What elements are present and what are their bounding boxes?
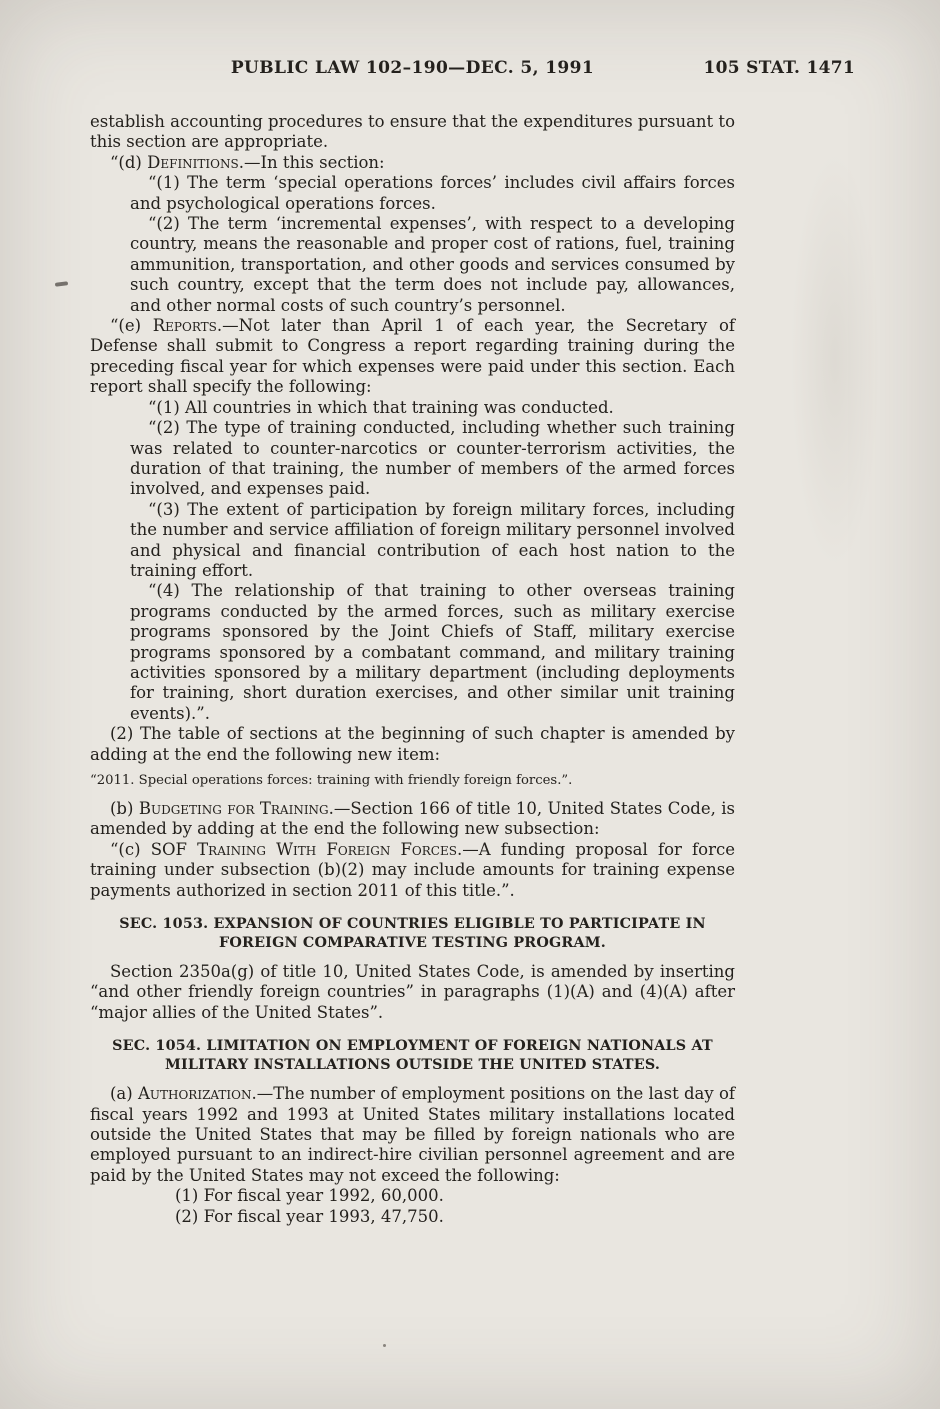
statute-paragraph: [90, 316, 735, 398]
scan-artifact: [790, 150, 880, 570]
statute-paragraph: [130, 173, 735, 214]
text-run: .—In this section:: [238, 152, 385, 172]
statute-page-number: 105 STAT. 1471: [703, 58, 855, 78]
text-run: “(c) SOF: [110, 839, 198, 859]
statute-paragraph: [175, 1186, 735, 1206]
statute-paragraph: [90, 799, 735, 840]
text-run: SEC. 1054. LIMITATION ON EMPLOYMENT OF FOREIGN NATIONALS AT MILITARY INSTALLATIONS OUTSIDE THE UNITED STATES.: [112, 1038, 713, 1073]
text-run: “(3) The extent of participation by foreign military forces, including the number and service affiliation of foreign military personnel involved and physical and financial contribution of each host nation to the training effort.: [130, 499, 735, 580]
statute-paragraph: [90, 962, 735, 1023]
statute-paragraph: [130, 214, 735, 316]
text-run: “(2) The type of training conducted, including whether such training was related to counter-narcotics or counter-terrorism activities, the duration of that training, the number of members of the armed forces involved, and expenses paid.: [130, 418, 735, 499]
text-run: (a): [110, 1084, 138, 1104]
text-run: “(4) The relationship of that training to other overseas training programs conducted by the armed forces, such as military exercise programs sponsored by the Joint Chiefs of Staff, military exercise programs sponsored by a combatant command, and military training activities sponsored by a military department (including deployments for training, short duration exercises, and other similar unit training events).”.: [130, 581, 735, 723]
text-run: .—Section 166 of title 10, United States Code, is amended by adding at the end the following new subsection:: [90, 799, 735, 839]
text-run: “(1) The term ‘special operations forces’ includes civil affairs forces and psychological operations forces.: [130, 173, 735, 213]
statute-paragraph: [130, 418, 735, 500]
section-heading: [90, 1037, 735, 1074]
law-title: PUBLIC LAW 102–190—DEC. 5, 1991: [230, 58, 595, 78]
statute-paragraph: [90, 153, 735, 173]
text-run: Section 2350a(g) of title 10, United States Code, is amended by inserting “and other friendly foreign countries” in paragraphs (1)(A) and (4)(A) after “major allies of the United States”.: [90, 962, 735, 1022]
statute-paragraph: [130, 500, 735, 582]
statute-paragraph: [90, 112, 735, 153]
scan-artifact: [55, 281, 68, 287]
statute-paragraph: [130, 581, 735, 724]
small-caps-label: Budgeting for Training: [138, 799, 329, 818]
statute-paragraph: [90, 840, 735, 901]
section-heading: [90, 915, 735, 952]
statute-paragraph: [130, 398, 735, 418]
small-caps-label: Authorization: [137, 1084, 252, 1104]
scan-artifact: [383, 1344, 386, 1347]
text-run: .—The number of employment positions on the last day of fiscal years 1992 and 1993 at United States military installations located outside the United States that may be filled by foreign nationals who are employed pursuant to an indirect-hire civilian personnel agreement and are paid by the United States may not exceed the following:: [90, 1084, 735, 1185]
text-run: .—Not later than April 1 of each year, the Secretary of Defense shall submit to Congress a report regarding training during the preceding fiscal year for which expenses were paid under this section. Each report shall specify the following:: [90, 316, 735, 397]
page-header: [0, 58, 940, 82]
text-run: (b): [110, 799, 139, 818]
small-caps-label: Reports: [152, 316, 217, 336]
text-run: (2) The table of sections at the beginning of such chapter is amended by adding at the end the following new item:: [90, 724, 735, 764]
table-of-sections-note: [90, 773, 735, 789]
text-run: “(2) The term ‘incremental expenses’, with respect to a developing country, means the reasonable and proper cost of rations, fuel, training ammunition, transportation, and other goods and services consumed by such country, except that the term does not include pay, allowances, and other normal costs of such country’s personnel.: [130, 214, 735, 315]
statute-paragraph: [175, 1207, 735, 1227]
text-run: “(d): [110, 152, 148, 172]
text-run: “(e): [110, 316, 153, 336]
text-run: .—A funding proposal for force training under subsection (b)(2) may include amounts for training expense payments authorized in section 2011 of this title.”.: [90, 839, 735, 900]
statute-body: [90, 112, 735, 1227]
statute-paragraph: [90, 724, 735, 765]
statute-paragraph: [90, 1084, 735, 1186]
text-run: (1) For fiscal year 1992, 60,000.: [175, 1186, 444, 1206]
small-caps-label: Definitions: [147, 152, 239, 172]
text-run: “2011. Special operations forces: training with friendly foreign forces.”.: [90, 773, 573, 788]
text-run: “(1) All countries in which that training was conducted.: [148, 397, 614, 417]
text-run: (2) For fiscal year 1993, 47,750.: [175, 1206, 444, 1226]
text-run: establish accounting procedures to ensure that the expenditures pursuant to this section are appropriate.: [90, 112, 735, 152]
text-run: SEC. 1053. EXPANSION OF COUNTRIES ELIGIBLE TO PARTICIPATE IN FOREIGN COMPARATIVE TESTING PROGRAM.: [119, 916, 706, 951]
small-caps-label: Training With Foreign Forces: [197, 839, 457, 859]
